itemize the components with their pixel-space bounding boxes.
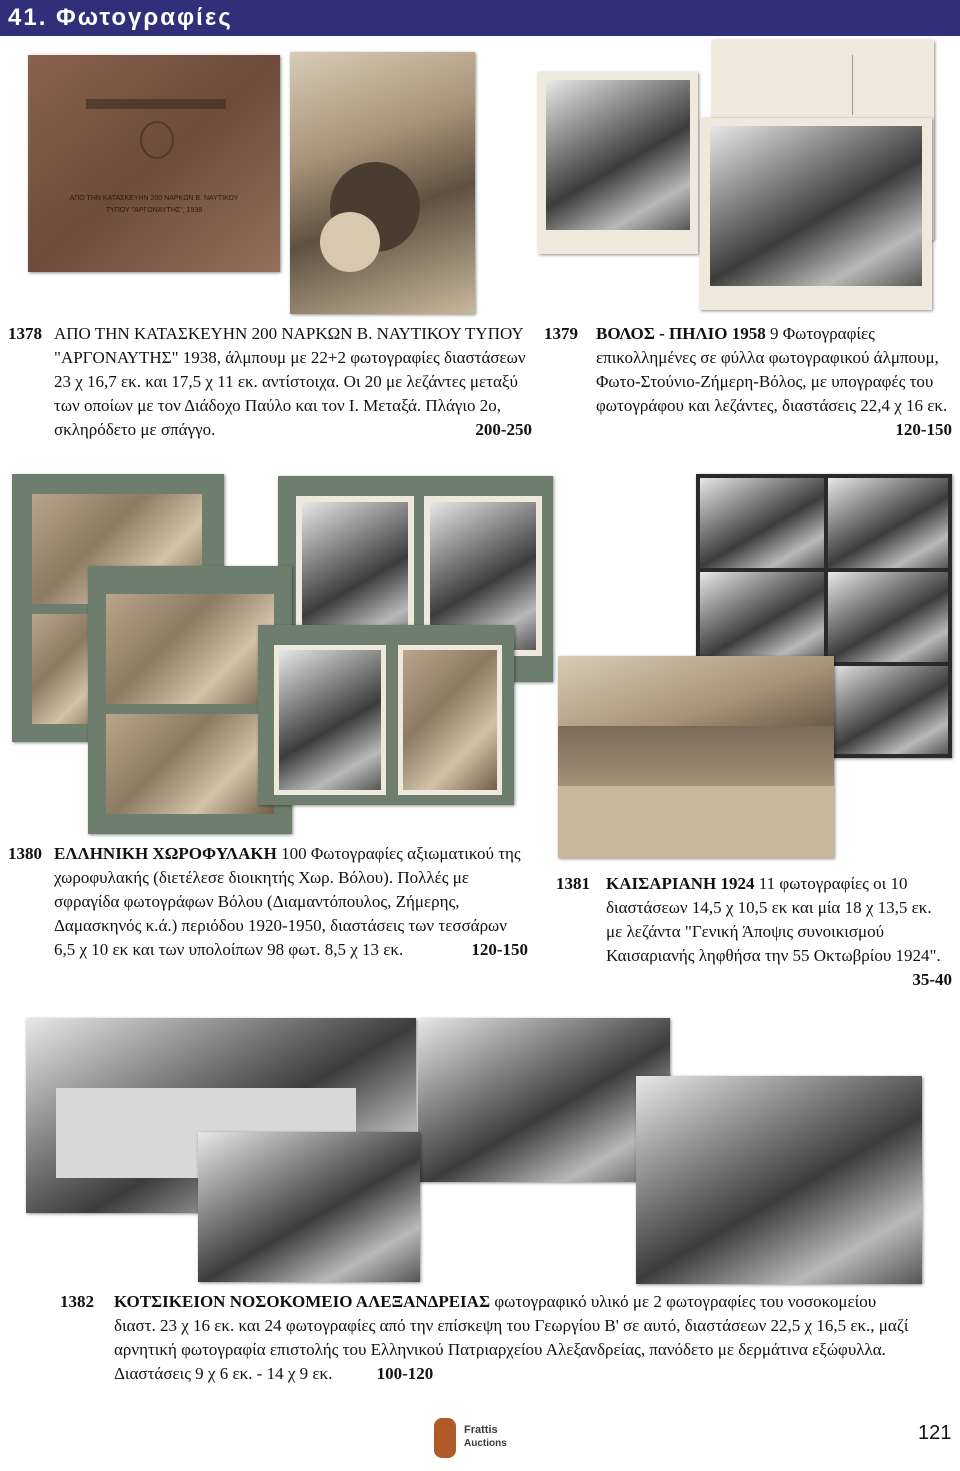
lot-price: 200-250 [475,420,532,439]
royal-visit-photo-2 [636,1076,922,1284]
lot-number: 1379 [544,324,578,343]
lot-price: 35-40 [912,970,952,989]
frattis-auctions-logo [430,1412,530,1468]
lot-1382 [60,1290,910,1390]
lot-number: 1381 [556,874,590,893]
mine-factory-photo [290,52,475,314]
lot-number: 1380 [8,844,42,863]
page-number: 121 [918,1422,952,1444]
lot-price: 100-120 [376,1364,434,1383]
lot-description: φωτογραφικό υλικό με 2 φωτογραφίες του νοσοκομείου διαστ. 23 χ 16 εκ. και 24 φωτογραφίες από την επίσκεψη του Γεωργίου Β' σε αυτό, διαστάσεων 22,5 χ 16,5 εκ., μαζί αρνητική φωτογραφία επιστολής του Ελληνικού Πατριαρχείου Αλεξανδρείας, πανόδετο με δερμάτινα εξώφυλλα. Διαστάσεις 9 χ 6 εκ. - 14 χ 9 εκ. [114,1292,909,1383]
royal-visit-photo-3 [198,1132,420,1282]
lot-description: 100 Φωτογραφίες αξιωματικού της χωροφυλακής (διετέλεσε διοικητής Χωρ. Βόλου). Πολλές με σφραγίδα φωτογράφων Βόλου (Διαμαντόπουλος, Ζήμερης, Δαμασκηνός κ.ά.) περιόδου 1920-1950, διαστάσεις των τεσσάρων 6,5 χ 10 εκ και των υπολοίπων 98 φωτ. 8,5 χ 13 εκ. [54,844,521,959]
album-cover-caption-2: ΤΥΠΟΥ "ΑΡΓΟΝΑΥΤΗΣ", 1938 [105,207,203,214]
lot-title: ΒΟΛΟΣ - ΠΗΛΙΟ 1958 [596,324,766,343]
lot-description: ΑΠΟ ΤΗΝ ΚΑΤΑΣΚΕΥΗΝ 200 ΝΑΡΚΩΝ Β. ΝΑΥΤΙΚΟΥ ΤΥΠΟΥ "ΑΡΓΟΝΑΥΤΗΣ" 1938, άλμπουμ με 22+2 φωτογραφίες διαστάσεων 23 χ 16,7 εκ. και 17,5 χ 11 εκ. αντίστοιχα. Οι 20 με λεζάντες μεταξύ των οποίων με τον Διάδοχο Παύλο και τον Ι. Μεταξά. Πλάγιο 2ο, σκληρόδετο με σπάγγο. [54,324,526,439]
lot-number: 1382 [60,1292,94,1311]
kaisariani-general-view-photo [558,656,834,858]
lot-1379 [544,322,956,442]
section-title: 41. Φωτογραφίες [8,4,233,31]
album-cover-caption-1: ΑΠΟ ΤΗΝ ΚΑΤΑΣΚΕΥΗΝ 200 ΝΑΡΚΩΝ Β. ΝΑΥΤΙΚΟΥ [69,195,239,202]
logo-text-1: Frattis [464,1424,498,1436]
lot-description: 9 Φωτογραφίες επικολλημένες σε φύλλα φωτογραφικού άλμπουμ, Φωτο-Στούνιο-Ζήμερη-Βόλος, με υπογραφές του φωτογράφου και λεζάντες, διαστάσεις 22,4 χ 16 εκ. [596,324,948,415]
logo-text-2: Auctions [464,1438,507,1449]
volos-album-page-front [700,118,932,310]
gendarmerie-album-page-4 [258,625,514,805]
lot-1380 [8,842,532,988]
lot-description: 11 φωτογραφίες οι 10 διαστάσεων 14,5 χ 10,5 εκ και μία 18 χ 13,5 εκ. με λεζάντα "Γενική Άποψις συνοικισμού Καισαριανής ληφθήσα την 55 Οκτωβρίου 1924". [606,874,941,965]
lot-price: 120-150 [471,940,528,959]
lot-title: ΕΛΛΗΝΙΚΗ ΧΩΡΟΦΥΛΑΚΗ [54,844,277,863]
lot-1381 [556,872,956,992]
section-header [0,0,960,36]
album-cover-photo [28,55,280,272]
lot-title: ΚΑΙΣΑΡΙΑΝΗ 1924 [606,874,755,893]
lot-number: 1378 [8,324,42,343]
volos-album-page-mid [538,72,698,254]
lot-1378 [8,322,532,468]
royal-visit-photo-1 [418,1018,670,1182]
lot-price: 120-150 [895,420,952,439]
gavel-icon [434,1418,456,1458]
lot-title: ΚΟΤΣΙΚΕΙΟΝ ΝΟΣΟΚΟΜΕΙΟ ΑΛΕΞΑΝΔΡΕΙΑΣ [114,1292,491,1311]
